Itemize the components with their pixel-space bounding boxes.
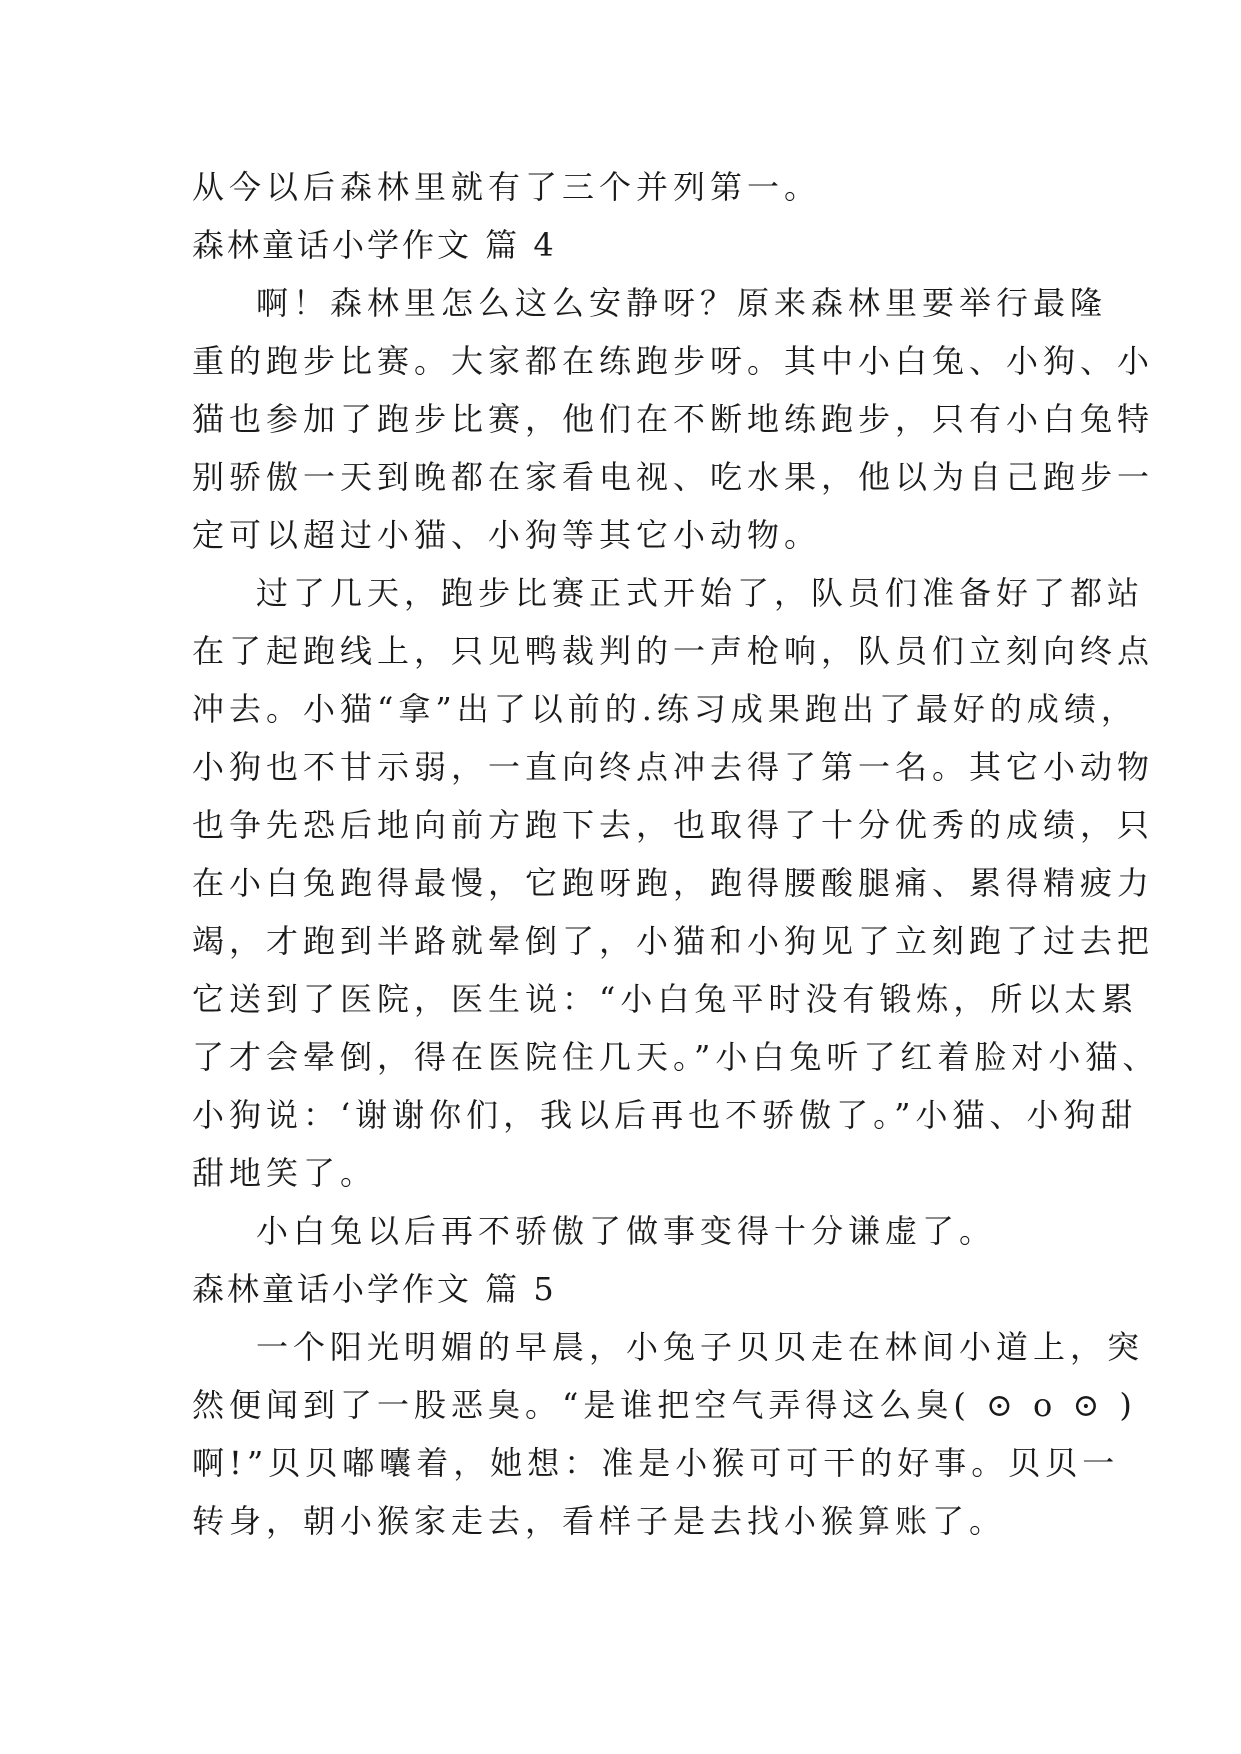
text-line: 猫也参加了跑步比赛，他们在不断地练跑步，只有小白兔特 — [192, 400, 1155, 438]
text-line: 竭，才跑到半路就晕倒了，小猫和小狗见了立刻跑了过去把 — [192, 922, 1155, 960]
text-line: 小狗也不甘示弱，一直向终点冲去得了第一名。其它小动物 — [192, 748, 1155, 786]
text-line: 甜地笑了。 — [192, 1154, 378, 1192]
text-line: 从今以后森林里就有了三个并列第一。 — [192, 168, 822, 206]
text-line: 也争先恐后地向前方跑下去，也取得了十分优秀的成绩，只 — [192, 806, 1155, 844]
text-line: 重的跑步比赛。大家都在练跑步呀。其中小白兔、小狗、小 — [192, 342, 1155, 380]
paragraph-first-line: 一个阳光明媚的早晨，小兔子贝贝走在林间小道上，突 — [256, 1328, 1145, 1366]
paragraph-first-line: 过了几天，跑步比赛正式开始了，队员们准备好了都站 — [256, 574, 1145, 612]
text-line: 转身，朝小猴家走去，看样子是去找小猴算账了。 — [192, 1502, 1007, 1540]
document-page — [192, 158, 1160, 1550]
text-line: 啊!”贝贝嘟囔着，她想：准是小猴可可干的好事。贝贝一 — [192, 1444, 1120, 1482]
text-line: 它送到了医院，医生说：“小白兔平时没有锻炼，所以太累 — [192, 980, 1139, 1018]
text-line: 了才会晕倒，得在医院住几天。”小白兔听了红着脸对小猫、 — [192, 1038, 1160, 1076]
text-line: 定可以超过小猫、小狗等其它小动物。 — [192, 516, 822, 554]
text-line: 在小白兔跑得最慢，它跑呀跑，跑得腰酸腿痛、累得精疲力 — [192, 864, 1155, 902]
text-line: 小狗说：‘谢谢你们，我以后再也不骄傲了。”小猫、小狗甜 — [192, 1096, 1138, 1134]
text-line: 冲去。小猫“拿”出了以前的.练习成果跑出了最好的成绩， — [192, 690, 1138, 728]
section-heading: 森林童话小学作文 篇 5 — [192, 1270, 557, 1308]
text-line: 在了起跑线上，只见鸭裁判的一声枪响，队员们立刻向终点 — [192, 632, 1155, 670]
text-line: 然便闻到了一股恶臭。“是谁把空气弄得这么臭( ⊙ o ⊙ ) — [192, 1386, 1137, 1424]
text-line: 别骄傲一天到晚都在家看电视、吃水果，他以为自己跑步一 — [192, 458, 1155, 496]
paragraph-first-line: 啊！森林里怎么这么安静呀？原来森林里要举行最隆 — [256, 284, 1108, 322]
section-heading: 森林童话小学作文 篇 4 — [192, 226, 557, 264]
paragraph-first-line: 小白兔以后再不骄傲了做事变得十分谦虚了。 — [256, 1212, 997, 1250]
